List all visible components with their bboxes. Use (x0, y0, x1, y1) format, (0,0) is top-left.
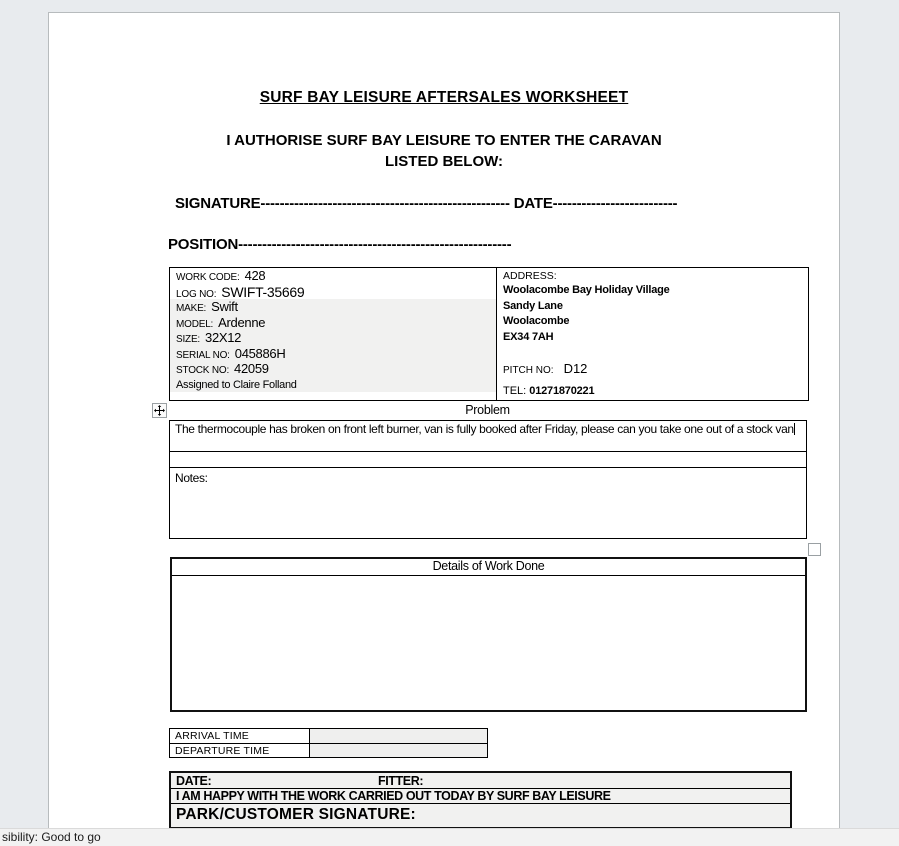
happy-statement-row (171, 789, 790, 804)
work-done-cell[interactable] (172, 576, 805, 727)
field-label: WORK CODE: (176, 272, 240, 283)
problem-table (169, 420, 807, 539)
position-line: POSITION--------------------------------------------------------- (168, 236, 512, 253)
departure-time-label: DEPARTURE TIME (170, 744, 310, 757)
times-table (169, 728, 488, 758)
field-value: 428 (244, 268, 266, 283)
caravan-info-cell[interactable] (170, 268, 497, 400)
problem-section-header: Problem (465, 403, 510, 417)
field-value: 32X12 (205, 330, 242, 345)
arrival-time-cell[interactable] (310, 729, 487, 743)
authorise-line-1: I AUTHORISE SURF BAY LEISURE TO ENTER THE CARAVAN (226, 132, 662, 149)
field-serial-no (170, 346, 496, 362)
field-value: Swift (211, 299, 238, 314)
customer-signature-label: PARK/CUSTOMER SIGNATURE: (176, 806, 416, 823)
field-make (170, 299, 496, 315)
happy-statement: I AM HAPPY WITH THE WORK CARRIED OUT TODAY BY SURF BAY LEISURE (176, 789, 611, 803)
date-label: DATE: (176, 774, 212, 788)
departure-time-cell[interactable] (310, 744, 487, 757)
caravan-info-table (169, 267, 809, 401)
work-done-header: Details of Work Done (172, 559, 805, 576)
field-label: MAKE: (176, 303, 207, 314)
field-label: STOCK NO: (176, 365, 230, 376)
address-line: Woolacombe (503, 315, 570, 327)
status-bar (0, 828, 899, 846)
field-log-no (170, 284, 496, 300)
field-work-code (170, 268, 496, 284)
text-cursor (794, 423, 795, 435)
tel-label: TEL: (503, 385, 527, 397)
field-size (170, 330, 496, 346)
problem-empty-cell[interactable] (170, 452, 806, 468)
table-move-handle-icon[interactable] (152, 403, 167, 418)
departure-time-row (170, 743, 487, 757)
field-value: SWIFT-35669 (221, 283, 305, 300)
address-line: Sandy Lane (503, 299, 563, 312)
field-label: SIZE: (176, 334, 201, 345)
field-label: LOG NO: (176, 288, 217, 300)
accessibility-status[interactable]: sibility: Good to go (2, 830, 101, 844)
signature-date-line: SIGNATURE---------------------------------------------------- DATE-------------------------- (175, 195, 678, 212)
pitch-no-row (503, 361, 802, 377)
table-resize-handle[interactable] (808, 543, 821, 556)
arrival-time-label: ARRIVAL TIME (170, 729, 310, 743)
notes-label: Notes: (175, 471, 208, 485)
field-model (170, 315, 496, 331)
pitch-label: PITCH NO: (503, 365, 554, 376)
notes-cell[interactable] (170, 468, 806, 488)
assigned-note: Assigned to Claire Folland (170, 377, 496, 393)
authorise-line-2: LISTED BELOW: (384, 153, 504, 170)
document-title: SURF BAY LEISURE AFTERSALES WORKSHEET (259, 89, 629, 106)
tel-value: 01271870221 (529, 385, 595, 397)
address-line: EX34 7AH (503, 330, 554, 343)
date-fitter-row[interactable] (171, 773, 790, 789)
document-page (48, 12, 840, 828)
customer-signature-row[interactable] (171, 804, 790, 827)
address-cell[interactable] (497, 268, 808, 400)
field-label: MODEL: (176, 318, 214, 330)
move-cross-icon (154, 405, 165, 416)
field-value: 42059 (234, 361, 269, 376)
pitch-value: D12 (563, 361, 588, 376)
tel-row (503, 385, 802, 399)
arrival-time-row (170, 729, 487, 743)
problem-text: The thermocouple has broken on front left burner, van is fully booked after Friday, please can you take one out of a stock van (175, 422, 794, 436)
problem-text-cell[interactable] (170, 421, 806, 452)
address-label: ADDRESS: (503, 270, 557, 282)
field-value: 045886H (234, 345, 286, 361)
field-label: SERIAL NO: (176, 349, 230, 361)
work-done-table (170, 557, 807, 712)
fitter-label: FITTER: (378, 774, 424, 788)
signoff-table (169, 771, 792, 829)
field-value: Ardenne (218, 314, 266, 330)
field-stock-no (170, 361, 496, 377)
address-line: Woolacombe Bay Holiday Village (503, 284, 670, 296)
